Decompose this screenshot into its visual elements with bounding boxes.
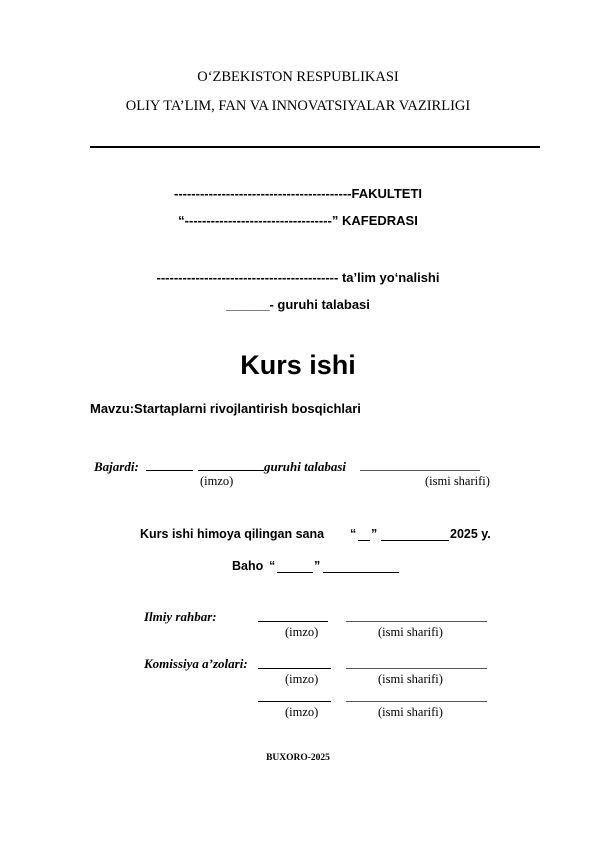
grade-open-quote: “ (269, 559, 276, 573)
faculty-line: -----------------------------------------FAKULTETI (173, 186, 423, 201)
commission-name-blank-2 (346, 701, 487, 702)
commission-label: Komissiya a’zolari: (144, 656, 248, 671)
performer-group-blank (198, 470, 264, 471)
commission-name-caption-1: (ismi sharifi) (378, 672, 443, 686)
performer-name-blank (360, 470, 480, 471)
supervisor-label: Ilmiy rahbar: (144, 609, 217, 624)
commission-name-caption-2: (ismi sharifi) (378, 705, 443, 719)
commission-sign-caption-2: (imzo) (285, 705, 319, 719)
grade-label: Baho (232, 559, 264, 573)
republic-title: O‘ZBEKISTON RESPUBLIKASI (197, 69, 399, 85)
supervisor-sign-blank (258, 621, 328, 622)
topic-line: Mavzu:Startaplarni rivojlantirish bosqichlari (90, 401, 361, 416)
defense-open-quote: “ (350, 527, 357, 541)
commission-sign-blank-1 (258, 668, 331, 669)
grade-value-blank (277, 572, 313, 573)
direction-line: ------------------------------------------ ta’lim yo‘nalishi (156, 270, 440, 285)
defense-year: 2025 y. (450, 527, 491, 541)
commission-sign-blank-2 (258, 701, 331, 702)
defense-close-quote: ” (371, 527, 378, 541)
group-text: - guruhi talabasi (269, 297, 370, 312)
commission-sign-caption-1: (imzo) (285, 672, 319, 686)
footer-city-year: BUXORO-2025 (266, 753, 330, 763)
defense-day-blank (358, 540, 370, 541)
group-blank: ______ (226, 297, 270, 312)
performer-sign-blank (146, 470, 193, 471)
defense-month-blank (381, 540, 449, 541)
performer-name-caption: (ismi sharifi) (425, 474, 490, 488)
supervisor-sign-caption: (imzo) (285, 625, 319, 639)
document-title: Kurs ishi (240, 350, 356, 380)
header-divider (90, 146, 540, 148)
defense-label: Kurs ishi himoya qilingan sana (140, 527, 325, 541)
performer-sign-caption: (imzo) (200, 474, 234, 488)
supervisor-name-blank (346, 621, 487, 622)
supervisor-name-caption: (ismi sharifi) (378, 625, 443, 639)
performer-label: Bajardi: (94, 459, 139, 474)
group-line (0, 297, 596, 312)
performer-group-text: guruhi talabasi (264, 459, 347, 474)
grade-text-blank (323, 572, 399, 573)
department-line: “----------------------------------” KAFEDRASI (178, 213, 418, 228)
ministry-title: OLIY TA’LIM, FAN VA INNOVATSIYALAR VAZIRLIGI (125, 98, 471, 114)
commission-name-blank-1 (346, 668, 487, 669)
grade-close-quote: ” (314, 559, 321, 573)
